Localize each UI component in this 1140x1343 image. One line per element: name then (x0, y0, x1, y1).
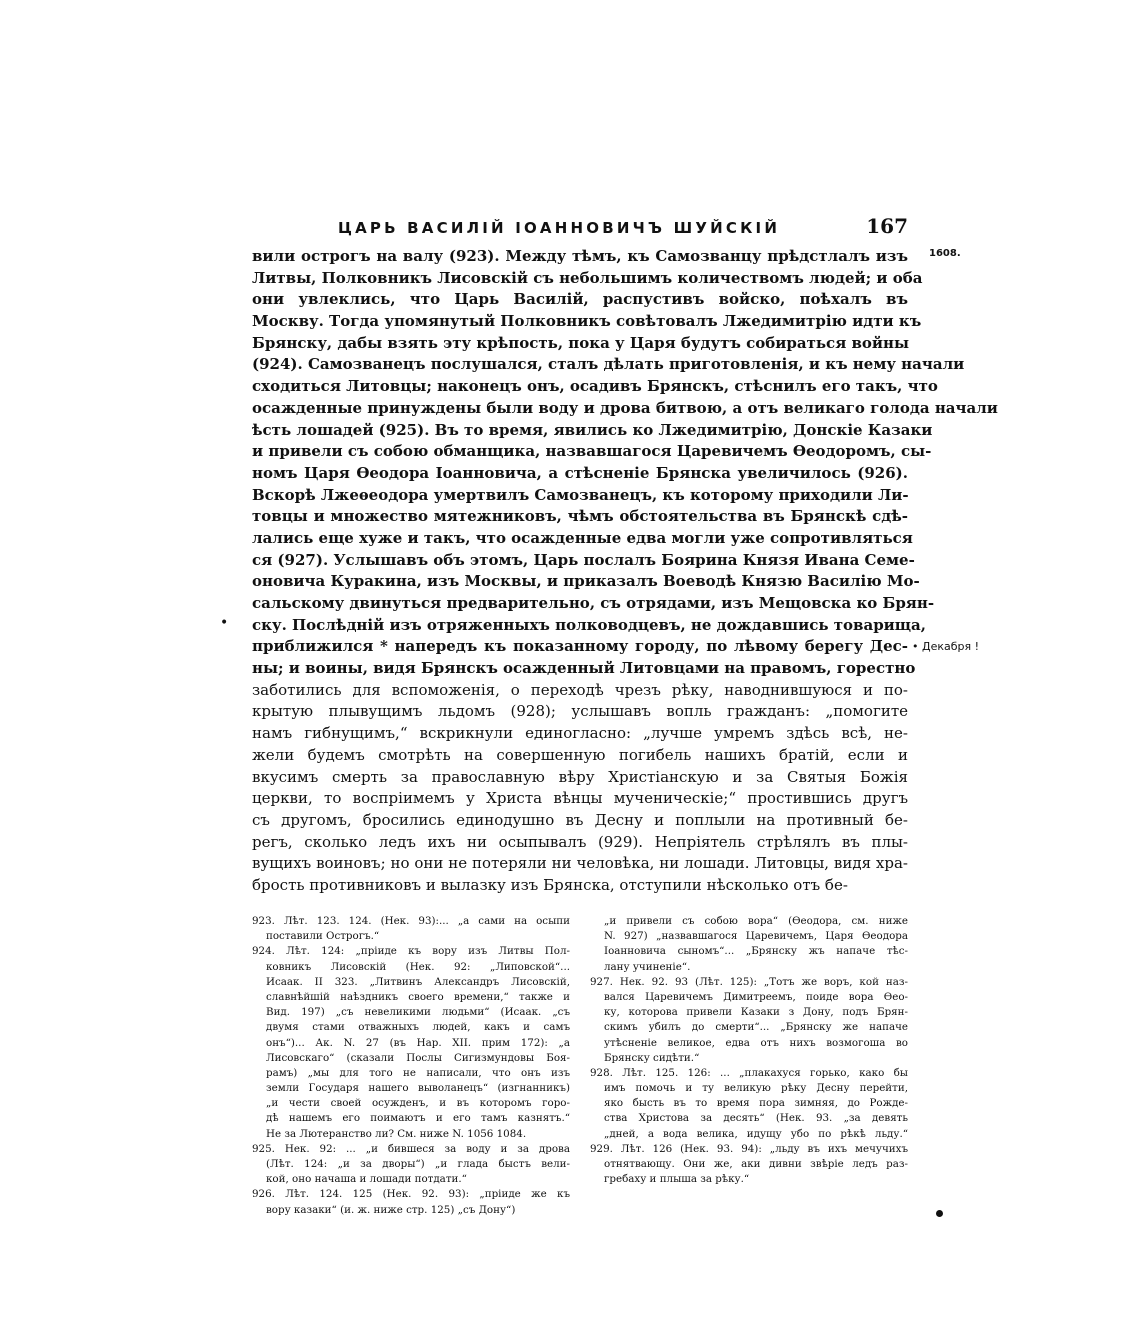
footnote-line: дѣ нашемъ его поимаютъ и его тамъ казнятъ.“ (266, 1112, 570, 1125)
footnote-line: N. 927) „назвавшагося Царевичемъ, Царя Ѳеодора (604, 930, 908, 943)
footnote-line: 929. Лѣт. 126 (Нек. 93. 94): „льду въ ихъ мечучихъ (590, 1142, 908, 1155)
footnote-line: гребаху и плыша за рѣку.“ (604, 1173, 750, 1186)
footnote-line: „дней, а вода велика, идущу убо по рѣкѣ льду.“ (604, 1127, 908, 1140)
text-line: они увлеклись, что Царь Василій, распустивъ войско, поѣхалъ въ (252, 290, 908, 309)
text-line: товцы и множество мятежниковъ, чѣмъ обстоятельства въ Брянскѣ сдѣ- (252, 507, 908, 526)
footnote-line: земли Государя нашего выволанецъ“ (изгнанникъ) (266, 1082, 570, 1095)
text-line: (924). Самозванецъ послушался, сталъ дѣлать приготовленія, и къ нему начали (252, 355, 965, 374)
text-line: регъ, сколько ледъ ихъ ни осыпывалъ (929). Непріятель стрѣлялъ въ плы- (252, 832, 908, 851)
text-line: Москву. Тогда упомянутый Полковникъ совѣтовалъ Лжедимитрію идти къ (252, 312, 922, 331)
text-line: осажденные принуждены были воду и дрова битвою, а отъ великаго голода начали (252, 398, 998, 417)
text-line: намъ гибнущимъ,“ вскрикнули единогласно: „лучше умремъ здѣсь всѣ, не- (252, 724, 908, 743)
running-title: ЦАРЬ ВАСИЛІЙ ІОАННОВИЧЪ ШУЙСКІЙ (338, 219, 781, 237)
margin-star: • (220, 615, 229, 631)
footnotes-right-column (590, 914, 908, 1187)
text-line: вущихъ воиновъ; но они не потеряли ни человѣка, ни лошади. Литовцы, видя хра- (252, 854, 908, 873)
footnote-line: 923. Лѣт. 123. 124. (Нек. 93):... „а сами на осыпи (252, 915, 570, 927)
footnote-line: ковникъ Лисовскій (Нек. 92: „Липовской“... (266, 960, 570, 973)
ink-spot (936, 1210, 943, 1217)
text-line: номъ Царя Ѳеодора Іоанновича, а стѣсненіе Брянска увеличилось (926). (252, 463, 908, 482)
text-line: Брянску, дабы взять эту крѣпость, пока у Царя будутъ собираться войны (252, 333, 910, 352)
footnote-line: (Лѣт. 124: „и за дворы“) „и глада быстъ вели- (266, 1158, 570, 1170)
footnote-line: 925. Нек. 92: ... „и бившеся за воду и за дрова (252, 1142, 570, 1155)
text-line: жели будемъ смотрѣть на совершенную погибель нашихъ братій, если и (252, 745, 908, 764)
text-line: брость противниковъ и вылазку изъ Брянска, отступили нѣсколько отъ бе- (252, 875, 848, 894)
footnotes-left-column (252, 914, 570, 1218)
footnote-line: утѣсненіе великое, едва отъ нихъ возмогоша во (604, 1036, 908, 1049)
footnote-line: Іоанновича сыномъ“... „Брянску жъ напаче тѣс- (604, 945, 908, 958)
text-line: вили острогъ на валу (923). Между тѣмъ, къ Самозванцу прѣдстлалъ изъ (252, 247, 908, 265)
margin-date-note: • Декабря ! (912, 640, 980, 653)
footnote-line: ку, которова привели Казаки з Дону, подъ Брян- (604, 1006, 908, 1019)
footnote-line: отнятвающу. Они же, аки дивни звѣріе ледъ раз- (604, 1158, 908, 1170)
footnote-line: 924. Лѣт. 124: „пріиде къ вору изъ Литвы Пол- (252, 945, 570, 958)
text-line: приближился * напередъ къ показанному городу, по лѣвому берегу Дес- (252, 637, 908, 656)
text-line: и привели съ собою обманщика, назвавшагося Царевичемъ Ѳеодоромъ, сы- (252, 442, 932, 461)
footnote-line: вору казаки“ (и. ж. ниже стр. 125) „съ Дону“) (266, 1203, 516, 1216)
text-line: ны; и воины, видя Брянскъ осажденный Литовцами на правомъ, горестно (252, 659, 916, 678)
footnote-line: Брянску сидѣти.“ (604, 1051, 700, 1064)
text-line: лались еще хуже и такъ, что осажденные едва могли уже сопротивляться (252, 528, 913, 547)
footnote-line: вался Царевичемъ Димитреемъ, поиде вора Ѳео- (604, 990, 908, 1003)
footnote-line: лану учиненіе“. (604, 960, 691, 973)
text-line: оновича Куракина, изъ Москвы, и приказалъ Воеводѣ Князю Василію Мо- (252, 572, 920, 591)
footnote-line: 928. Лѣт. 125. 126: ... „плакахуся горько, како бы (590, 1066, 908, 1079)
footnote-line: Исаак. II 323. „Литвинъ Александръ Лисовскій, (266, 975, 570, 988)
margin-year: 1608. (929, 248, 961, 259)
running-header (338, 214, 908, 244)
footnote-line: кой, оно начаша и лошади потдати.“ (266, 1173, 467, 1186)
footnote-separator (252, 905, 908, 906)
footnote-line: Лисовскаго“ (сказали Послы Сигизмундовы Боя- (266, 1051, 570, 1064)
footnote-line: „и чести своей осужденъ, и въ которомъ горо- (266, 1097, 570, 1110)
footnote-line: „и привели съ собою вора“ (Ѳеодора, см. ниже (604, 915, 908, 927)
footnote-line: онъ“)... Ак. N. 27 (въ Нар. XII. прим 172): „а (266, 1036, 570, 1049)
footnote-line: яко бысть въ то время пора зимняя, до Рожде- (604, 1097, 908, 1110)
page-number: 167 (866, 214, 908, 238)
text-line: Литвы, Полковникъ Лисовскій съ небольшимъ количествомъ людей; и оба (252, 268, 923, 287)
text-line: сходиться Литовцы; наконецъ онъ, осадивъ Брянскъ, стѣснилъ его такъ, что (252, 377, 938, 396)
footnote-line: Не за Лютеранство ли? См. ниже N. 1056 1084. (266, 1127, 527, 1140)
text-line: ся (927). Услышавъ объ этомъ, Царь послалъ Боярина Князя Ивана Семе- (252, 550, 915, 569)
text-line: Вскорѣ Лжеѳеодора умертвилъ Самозванецъ, къ которому приходили Ли- (252, 485, 909, 504)
footnote-line: имъ помочь и ту великую рѣку Десну перейти, (604, 1082, 908, 1095)
footnote-line: 927. Нек. 92. 93 (Лѣт. 125): „Тотъ же воръ, кой наз- (590, 975, 908, 988)
text-line: сальскому двинуться предварительно, съ отрядами, изъ Мещовска ко Брян- (252, 594, 935, 612)
text-line: ску. Послѣдній изъ отряженныхъ полководцевъ, не дождавшись товарища, (252, 615, 926, 634)
footnote-line: двумя стами отважныхъ людей, какъ и самъ (266, 1021, 570, 1034)
footnote-line: 926. Лѣт. 124. 125 (Нек. 92. 93): „пріиде же къ (252, 1188, 570, 1201)
text-line: заботились для вспоможенія, о переходѣ чрезъ рѣку, наводнившуюся и по- (252, 680, 908, 699)
text-line: крытую плывущимъ льдомъ (928); услышавъ вопль гражданъ: „помогите (252, 702, 908, 721)
text-line: церкви, то воспріимемъ у Христа вѣнцы мученическіе;“ простившись другъ (252, 789, 908, 808)
footnote-line: ства Христова за десять“ (Нек. 93. „за девять (604, 1112, 908, 1125)
footnote-line: скимъ убилъ до смерти“... „Брянску же напаче (604, 1021, 908, 1034)
footnote-line: рамъ) „мы для того не написали, что онъ изъ (266, 1066, 570, 1079)
footnote-line: поставили Острогъ.“ (266, 930, 380, 943)
text-line: съ другомъ, бросились единодушно въ Десну и поплыли на противный бе- (252, 810, 908, 829)
text-line: ѣсть лошадей (925). Въ то время, явились ко Лжедимитрію, Донскіе Казаки (252, 420, 933, 439)
footnote-line: славнѣйшій наѣздникъ своего времени,“ также и (266, 990, 570, 1003)
footnote-line: Вид. 197) „съ невеликими людьми“ (Исаак. „съ (266, 1006, 570, 1019)
text-line: вкусимъ смерть за православную вѣру Христіанскую и за Святыя Божія (252, 767, 908, 786)
